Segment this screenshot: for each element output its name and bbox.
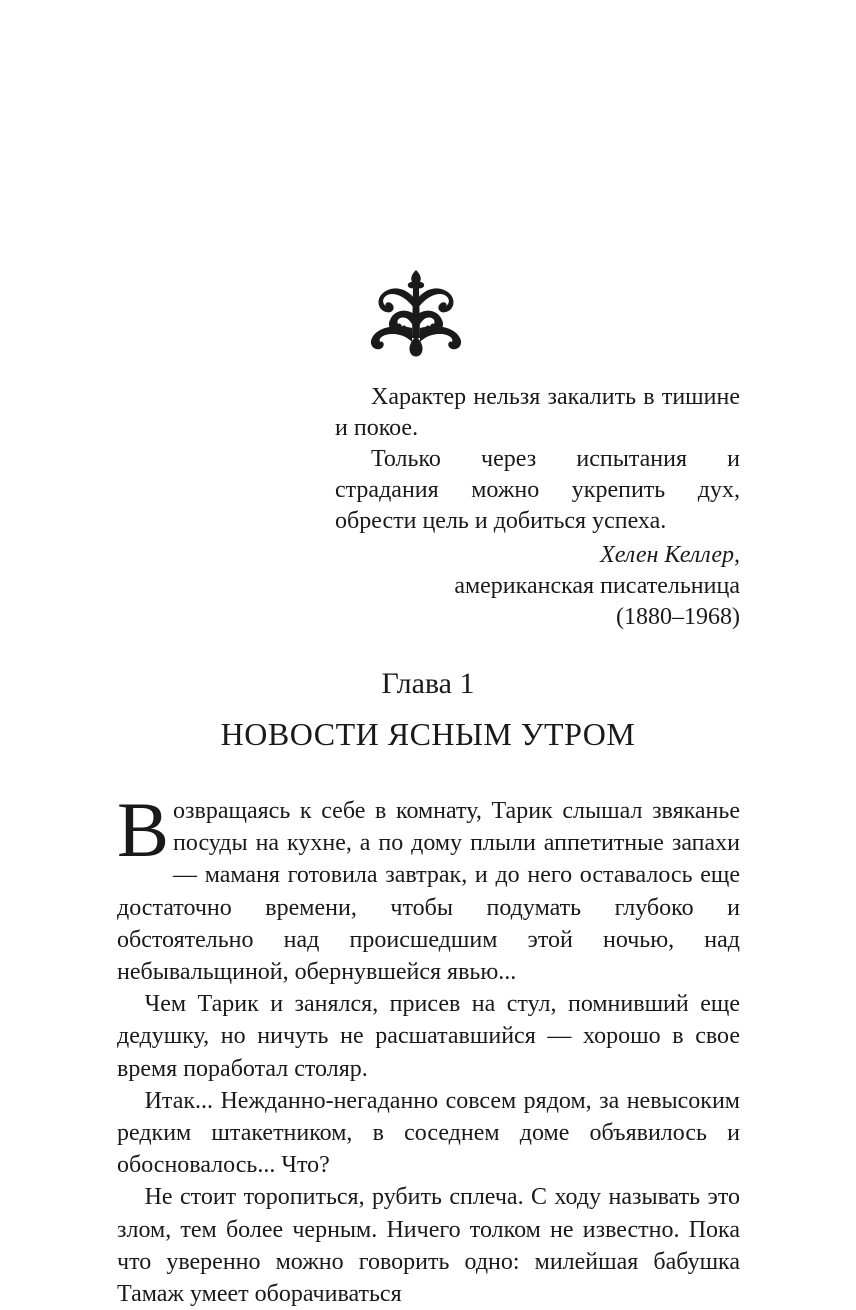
epigraph-author-description: американская писательница: [454, 573, 740, 599]
epigraph-attribution: [335, 540, 740, 633]
drop-cap: В: [117, 786, 170, 873]
body-paragraph-text: озвращаясь к себе в комнату, Тарик слышал звяканье посуды на кухне, а по дому плыли аппетитные запахи — маманя готовила завтрак, и до него оставалось еще достаточно времени, чтобы подумать глубоко и обстоятельно над происшедшим этой ночью, над небывальщиной, обернувшейся явью...: [117, 798, 740, 986]
epigraph-author: Хелен Келлер,: [600, 542, 740, 568]
chapter-title: НОВОСТИ ЯСНЫМ УТРОМ: [220, 716, 636, 752]
chapter-body: [117, 786, 740, 1310]
epigraph-paragraph: Только через испытания и страдания можно укрепить дух, обрести цель и добиться успеха.: [335, 446, 740, 534]
epigraph-author-years: (1880–1968): [616, 604, 740, 630]
body-paragraph: Не стоит торопиться, рубить сплеча. С ходу называть это злом, тем более черным. Ничего толком не известно. Пока что уверенно можно говорить одно: милейшая бабушка Тамаж умеет оборачиваться: [117, 1184, 740, 1308]
body-paragraph: [117, 786, 740, 988]
epigraph-paragraph: Характер нельзя закалить в тишине и покое.: [335, 384, 740, 441]
body-paragraph: Чем Тарик и занялся, присев на стул, помнивший еще дедушку, но ничуть не расшатавшийся — хорошо в свое время поработал столяр.: [117, 991, 740, 1082]
floral-fleuron-icon: [368, 268, 464, 360]
chapter-number: Глава 1: [381, 667, 475, 700]
epigraph: [335, 382, 740, 537]
body-paragraph: Итак... Нежданно-негаданно совсем рядом, за невысоким редким штакетником, в соседнем доме объявилось и обосновалось... Что?: [117, 1087, 740, 1179]
